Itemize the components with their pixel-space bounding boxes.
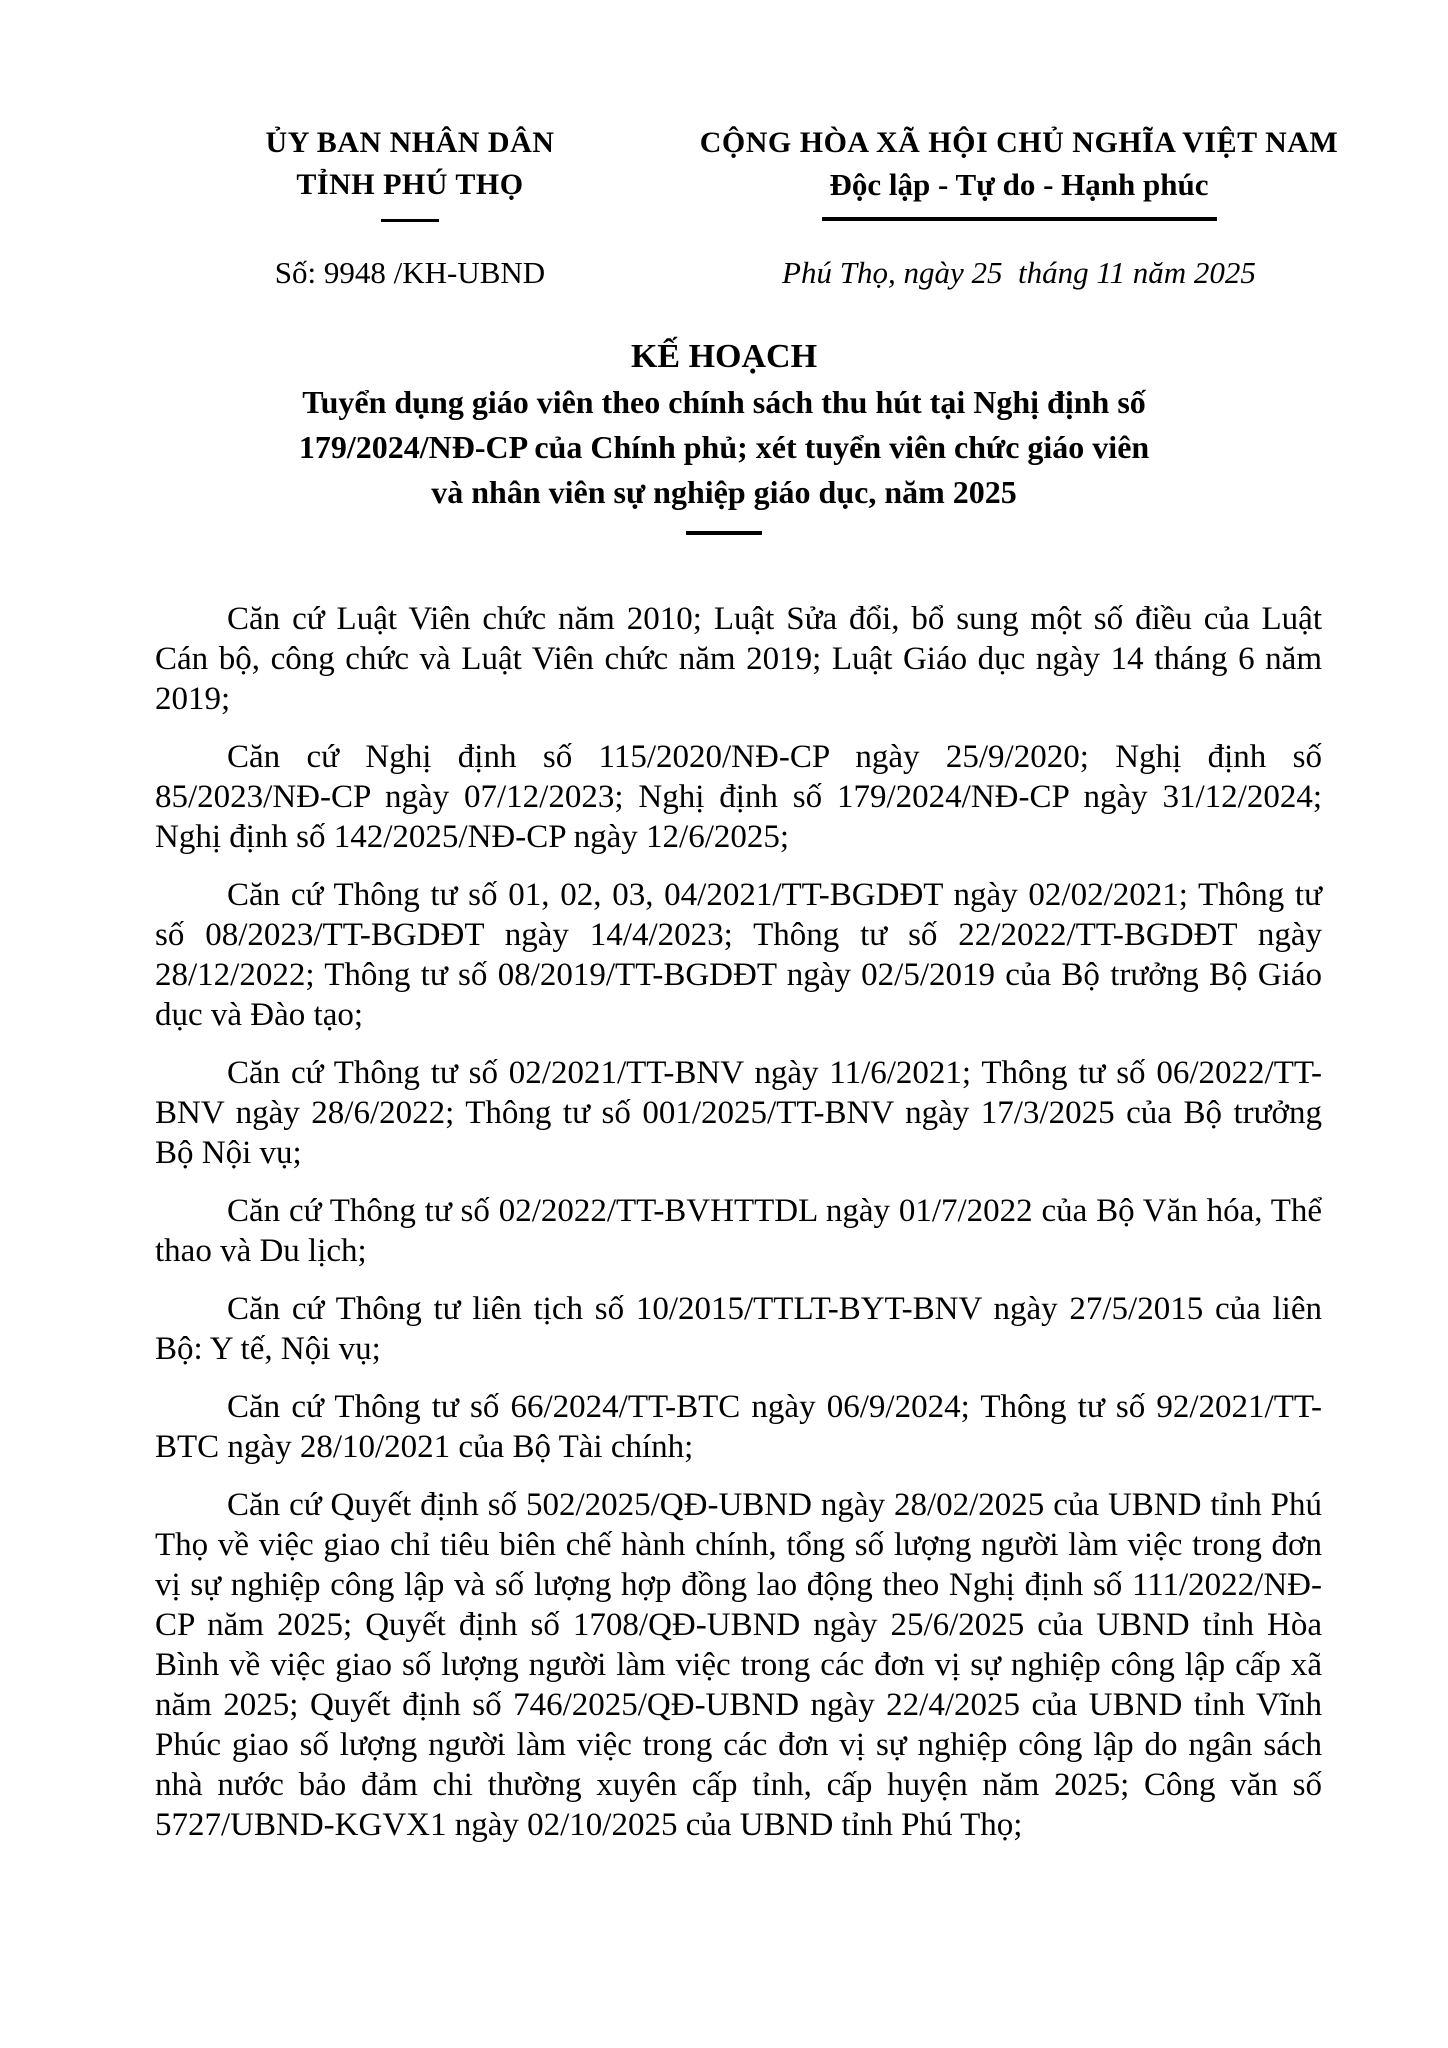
document-subtitle-line1: Tuyển dụng giáo viên theo chính sách thu hút tại Nghị định số — [302, 384, 1146, 420]
paragraph-2: Căn cứ Nghị định số 115/2020/NĐ-CP ngày 25/9/2020; Nghị định số 85/2023/NĐ-CP ngày 07/12/2023; Nghị định số 179/2024/NĐ-CP ngày 31/12/2024; Nghị định số 142/2025/NĐ-CP ngày 12/6/2025; — [155, 739, 1322, 855]
national-motto: Độc lập - Tự do - Hạnh phúc — [829, 167, 1209, 202]
national-header-block — [670, 122, 1368, 222]
number-date-row — [0, 252, 1448, 294]
paragraph-8: Căn cứ Quyết định số 502/2025/QĐ-UBND ngày 28/02/2025 của UBND tỉnh Phú Thọ về việc giao chỉ tiêu biên chế hành chính, tổng số lượng người làm việc trong đơn vị sự nghiệp công lập và số lượng hợp đồng lao động theo Nghị định số 111/2022/NĐ-CP năm 2025; Quyết định số 1708/QĐ-UBND ngày 25/6/2025 của UBND tỉnh Hòa Bình về việc giao số lượng người làm việc trong các đơn vị sự nghiệp công lập cấp xã năm 2025; Quyết định số 746/2025/QĐ-UBND ngày 22/4/2025 của UBND tỉnh Vĩnh Phúc giao số lượng người làm việc trong các đơn vị sự nghiệp công lập do ngân sách nhà nước bảo đảm chi thường xuyên cấp tỉnh, cấp huyện năm 2025; Công văn số 5727/UBND-KGVX1 ngày 02/10/2025 của UBND tỉnh Phú Thọ; — [155, 1487, 1322, 1843]
paragraph-5: Căn cứ Thông tư số 02/2022/TT-BVHTTDL ngày 01/7/2022 của Bộ Văn hóa, Thể thao và Du lịch; — [155, 1193, 1322, 1269]
document-number-cell — [150, 252, 670, 294]
document-subtitle-line3: và nhân viên sự nghiệp giáo dục, năm 2025 — [431, 474, 1017, 510]
document-header — [0, 122, 1448, 222]
paragraph-6: Căn cứ Thông tư liên tịch số 10/2015/TTLT-BYT-BNV ngày 27/5/2015 của liên Bộ: Y tế, Nội vụ; — [155, 1291, 1322, 1367]
authority-name-line2: TỈNH PHÚ THỌ — [296, 168, 524, 201]
issuing-authority-block — [150, 122, 670, 222]
place-date-line: Phú Thọ, ngày 25 tháng 11 năm 2025 — [782, 255, 1256, 290]
document-subtitle-line2: 179/2024/NĐ-CP của Chính phủ; xét tuyển viên chức giáo viên — [298, 429, 1150, 465]
paragraph-3: Căn cứ Thông tư số 01, 02, 03, 04/2021/TT-BGDĐT ngày 02/02/2021; Thông tư số 08/2023/TT-BGDĐT ngày 14/4/2023; Thông tư số 22/2022/TT-BGDĐT ngày 28/12/2022; Thông tư số 08/2019/TT-BGDĐT ngày 02/5/2019 của Bộ trưởng Bộ Giáo dục và Đào tạo; — [155, 877, 1322, 1033]
motto-divider — [822, 217, 1217, 221]
title-block — [0, 334, 1448, 535]
date-cell — [670, 252, 1368, 294]
national-title: CỘNG HÒA XÃ HỘI CHỦ NGHĨA VIỆT NAM — [699, 126, 1339, 159]
paragraph-7: Căn cứ Thông tư số 66/2024/TT-BTC ngày 06/9/2024; Thông tư số 92/2021/TT-BTC ngày 28/10/2021 của Bộ Tài chính; — [155, 1389, 1322, 1465]
authority-name-line1: ỦY BAN NHÂN DÂN — [265, 126, 555, 159]
paragraph-1: Căn cứ Luật Viên chức năm 2010; Luật Sửa đổi, bổ sung một số điều của Luật Cán bộ, công chức và Luật Viên chức năm 2019; Luật Giáo dục ngày 14 tháng 6 năm 2019; — [155, 601, 1322, 717]
document-title: KẾ HOẠCH — [630, 338, 818, 375]
authority-divider — [381, 219, 439, 222]
paragraph-4: Căn cứ Thông tư số 02/2021/TT-BNV ngày 11/6/2021; Thông tư số 06/2022/TT-BNV ngày 28/6/2022; Thông tư số 001/2025/TT-BNV ngày 17/3/2025 của Bộ trưởng Bộ Nội vụ; — [155, 1055, 1322, 1171]
document-body — [0, 535, 1448, 1845]
document-number: Số: 9948 /KH-UBND — [274, 255, 546, 290]
